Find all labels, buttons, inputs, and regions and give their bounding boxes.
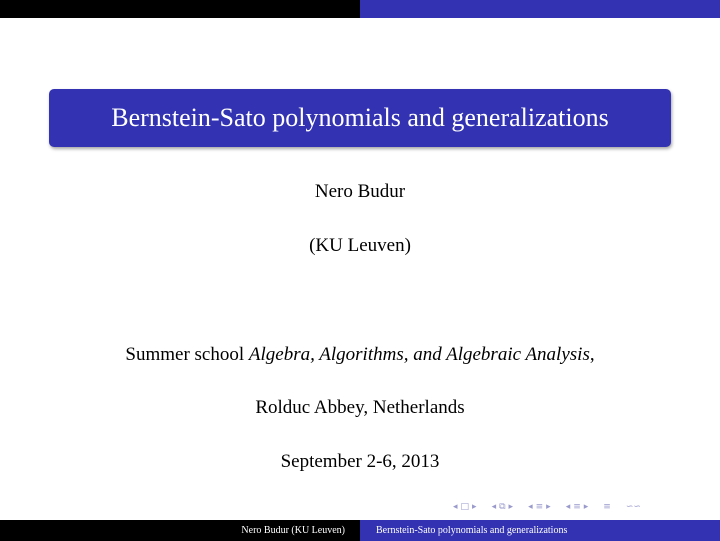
nav-prev-frame-icon[interactable]: ◂ [453,502,458,512]
event-name: Algebra, Algorithms, and Algebraic Analysis [248,344,590,365]
footer-title: Bernstein-Sato polynomials and generalizations [360,520,720,541]
nav-doc-icon[interactable]: ≡ [573,502,581,512]
nav-next-subsection-icon[interactable]: ▸ [508,502,514,512]
location: Rolduc Abbey, Netherlands [255,397,465,418]
author-name: Nero Budur [314,181,406,202]
event-line [0,344,720,366]
nav-next-doc-icon[interactable]: ▸ [583,502,589,512]
event-prefix: Summer school [125,344,249,365]
nav-subsection-icon[interactable]: ⧉ [499,502,506,512]
title-block [49,89,671,147]
nav-frame-icon[interactable]: □ [460,502,470,512]
nav-appendix-icon[interactable]: ≡ [603,502,611,512]
header-bar [0,0,720,18]
nav-next-section-icon[interactable]: ▸ [546,502,551,512]
slide-title: Bernstein-Sato polynomials and generalizations [111,103,609,132]
nav-search-icon[interactable]: ∽∽ [625,502,641,512]
footer-bar [0,520,720,541]
header-bar-left [0,0,360,18]
beamer-navigation [453,500,641,514]
event-date: September 2-6, 2013 [280,451,440,472]
nav-prev-doc-icon[interactable]: ◂ [565,502,571,512]
header-bar-right [360,0,720,18]
nav-prev-section-icon[interactable]: ◂ [528,502,533,512]
nav-section-icon[interactable]: ≡ [535,502,544,512]
institution: (KU Leuven) [309,235,411,256]
nav-next-frame-icon[interactable]: ▸ [472,502,477,512]
event-suffix: , [589,344,595,365]
nav-prev-subsection-icon[interactable]: ◂ [491,502,497,512]
footer-author: Nero Budur (KU Leuven) [0,520,360,541]
